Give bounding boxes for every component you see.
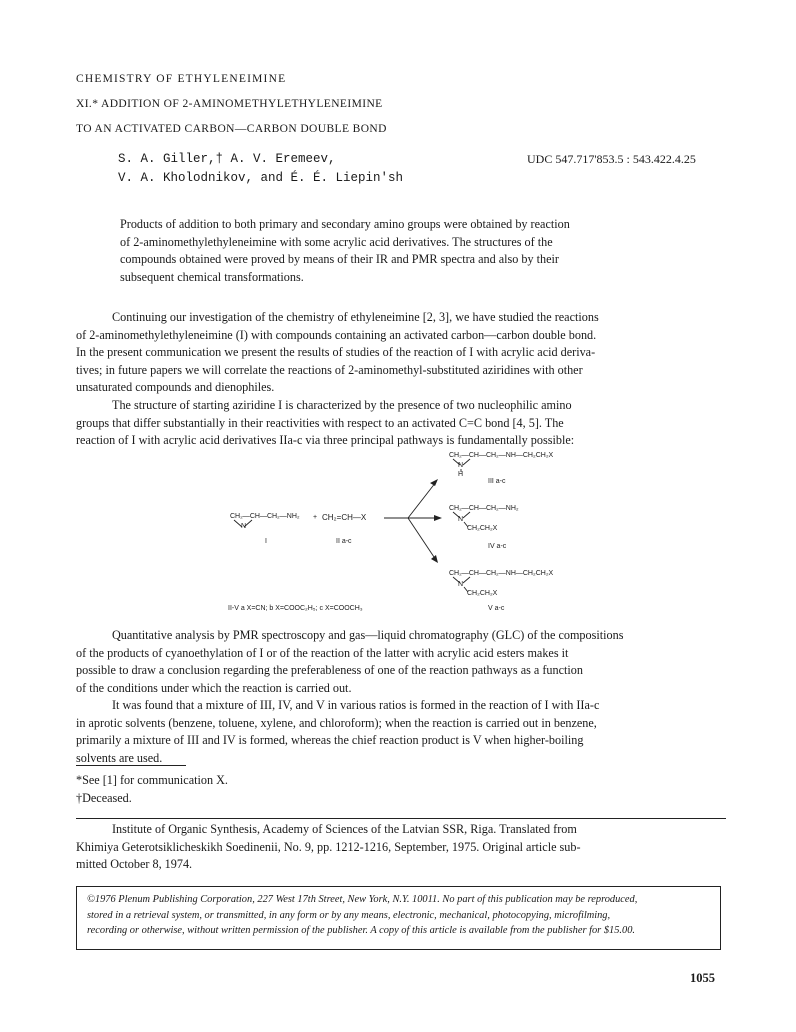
product-iv-label: IV a-c [488, 543, 507, 550]
text-line: unsaturated compounds and dienophiles. [76, 380, 275, 395]
arrowhead [430, 479, 438, 486]
arrow-to-v [408, 518, 436, 560]
text-line: groups that differ substantially in their reactivities with respect to an activated C=C bond [4, 5]. The [76, 415, 564, 430]
text-line: solvents are used. [76, 750, 163, 765]
abstract-line: subsequent chemical transformations. [120, 269, 304, 284]
copyright-line: ©1976 Plenum Publishing Corporation, 227 West 17th Street, New York, N.Y. 10011. No part of this publication may be reproduced, [87, 894, 638, 905]
text-line: reaction of I with acrylic acid derivatives IIa-c via three principal pathways is fundamentally possible: [76, 433, 575, 448]
text-line: possible to draw a conclusion regarding the preferableness of one of the reaction pathways as a function [76, 663, 583, 678]
reactant-i-nitrogen: N [241, 523, 247, 530]
arrowhead [434, 515, 442, 521]
text-line: Khimiya Geterotsiklicheskikh Soedinenii, No. 9, pp. 1212-1216, September, 1975. Original article sub- [76, 839, 581, 854]
abstract-line: of 2-aminomethylethyleneimine with some acrylic acid derivatives. The structures of the [120, 234, 553, 249]
text-line: mitted October 8, 1974. [76, 857, 193, 872]
scheme-legend: II-V a X=CN; b X=COOC₂H₅; c X=COOCH₃ [228, 605, 363, 612]
product-iv-substituent: CH₂CH₂X [467, 525, 498, 532]
text-line: tives; in future papers we will correlate the reactions of 2-aminomethyl-substituted aziridines with other [76, 362, 583, 377]
copyright-text [87, 892, 712, 939]
text-line: Institute of Organic Synthesis, Academy of Sciences of the Latvian SSR, Riga. Translated from [112, 822, 577, 836]
reactant-ii-label: II a-c [336, 538, 352, 545]
text-line: primarily a mixture of III and IV is formed, whereas the chief reaction product is V when higher-boiling [76, 733, 584, 748]
product-v-substituent: CH₂CH₂X [467, 590, 498, 597]
product-v-formula: CH₂—CH—CH₂—NH—CH₂CH₂X [449, 570, 554, 577]
body-paragraph-1 [76, 309, 726, 397]
aziridine-bond [463, 459, 470, 465]
arrow-to-iii [408, 482, 436, 518]
product-iv-formula: CH₂—CH—CH₂—NH₂ [449, 505, 519, 512]
abstract [120, 216, 680, 286]
product-v-label: V a-c [488, 605, 505, 612]
aziridine-bond [234, 520, 242, 527]
series-title: CHEMISTRY OF ETHYLENEIMINE [76, 73, 287, 85]
product-iii-hydrogen: H [458, 471, 464, 478]
text-line: Quantitative analysis by PMR spectroscopy and gas—liquid chromatography (GLC) of the compositions [112, 628, 624, 642]
institute-note [76, 821, 726, 874]
text-line: of 2-aminomethylethyleneimine (I) with compounds containing an activated carbon—carbon double bond. [76, 327, 597, 342]
footnote-rule [76, 765, 186, 766]
footnote-star: *See [1] for communication X. [76, 773, 228, 787]
udc-code: UDC 547.717'853.5 : 543.422.4.25 [527, 152, 696, 166]
body-paragraph-4 [76, 697, 726, 767]
product-iii-label: III a-c [488, 478, 506, 485]
text-line: The structure of starting aziridine I is characterized by the presence of two nucleophilic amino [112, 398, 572, 412]
paper-title: XI.* ADDITION OF 2-AMINOMETHYLETHYLENEIMINE [76, 98, 383, 110]
product-iii-formula: CH₂—CH—CH₂—NH—CH₂CH₂X [449, 452, 554, 459]
copyright-line: stored in a retrieval system, or transmitted, in any form or by any means, electronic, mechanical, photocopying, microfilming, [87, 909, 611, 921]
n-substituent-bond [464, 522, 468, 527]
footnote-dagger: †Deceased. [76, 791, 132, 805]
reactant-i-label: I [265, 538, 267, 545]
paper-subtitle: TO AN ACTIVATED CARBON—CARBON DOUBLE BOND [76, 123, 387, 135]
aziridine-bond [463, 577, 470, 583]
aziridine-bond [463, 512, 470, 518]
authors-line-1: S. A. Giller,† A. V. Eremeev, [118, 152, 336, 166]
product-iv-nitrogen: N [458, 516, 464, 523]
aziridine-bond [453, 577, 460, 583]
authors-line-2: V. A. Kholodnikov, and É. É. Liepin'sh [118, 171, 404, 185]
reactant-ii-formula: CH₂=CH—X [322, 513, 367, 522]
n-substituent-bond [464, 587, 468, 592]
abstract-line: compounds obtained were proved by means of their IR and PMR spectra and also by their [120, 252, 559, 267]
copyright-box [76, 886, 721, 950]
body-paragraph-2 [76, 397, 726, 450]
arrowhead [431, 555, 438, 563]
text-line: It was found that a mixture of III, IV, and V in various ratios is formed in the reaction of I with IIa-c [112, 698, 600, 712]
product-iii-nitrogen: N [458, 462, 464, 469]
text-line: Continuing our investigation of the chemistry of ethyleneimine [2, 3], we have studied the reactions [112, 310, 599, 324]
aziridine-bond [453, 512, 460, 518]
text-line: in aprotic solvents (benzene, toluene, xylene, and chloroform); when the reaction is carried out in benzene, [76, 715, 597, 730]
product-v-nitrogen: N [458, 581, 464, 588]
body-paragraph-3 [76, 627, 726, 697]
aziridine-bond [244, 520, 252, 527]
institute-rule [76, 818, 726, 819]
plus-sign: + [313, 514, 318, 521]
text-line: of the conditions under which the reaction is carried out. [76, 680, 352, 695]
reactant-i-formula: CH₂—CH—CH₂—NH₂ [230, 513, 300, 520]
abstract-line: Products of addition to both primary and secondary amino groups were obtained by reaction [120, 217, 570, 231]
text-line: of the products of cyanoethylation of I or of the reaction of the latter with acrylic acid esters makes it [76, 645, 569, 660]
copyright-line: recording or otherwise, without written permission of the publisher. A copy of this article is available from the publisher for $15.00. [87, 925, 635, 937]
text-line: In the present communication we present the results of studies of the reaction of I with acrylic acid deriva- [76, 345, 596, 360]
aziridine-bond [453, 459, 460, 465]
page-number: 1055 [690, 971, 715, 985]
